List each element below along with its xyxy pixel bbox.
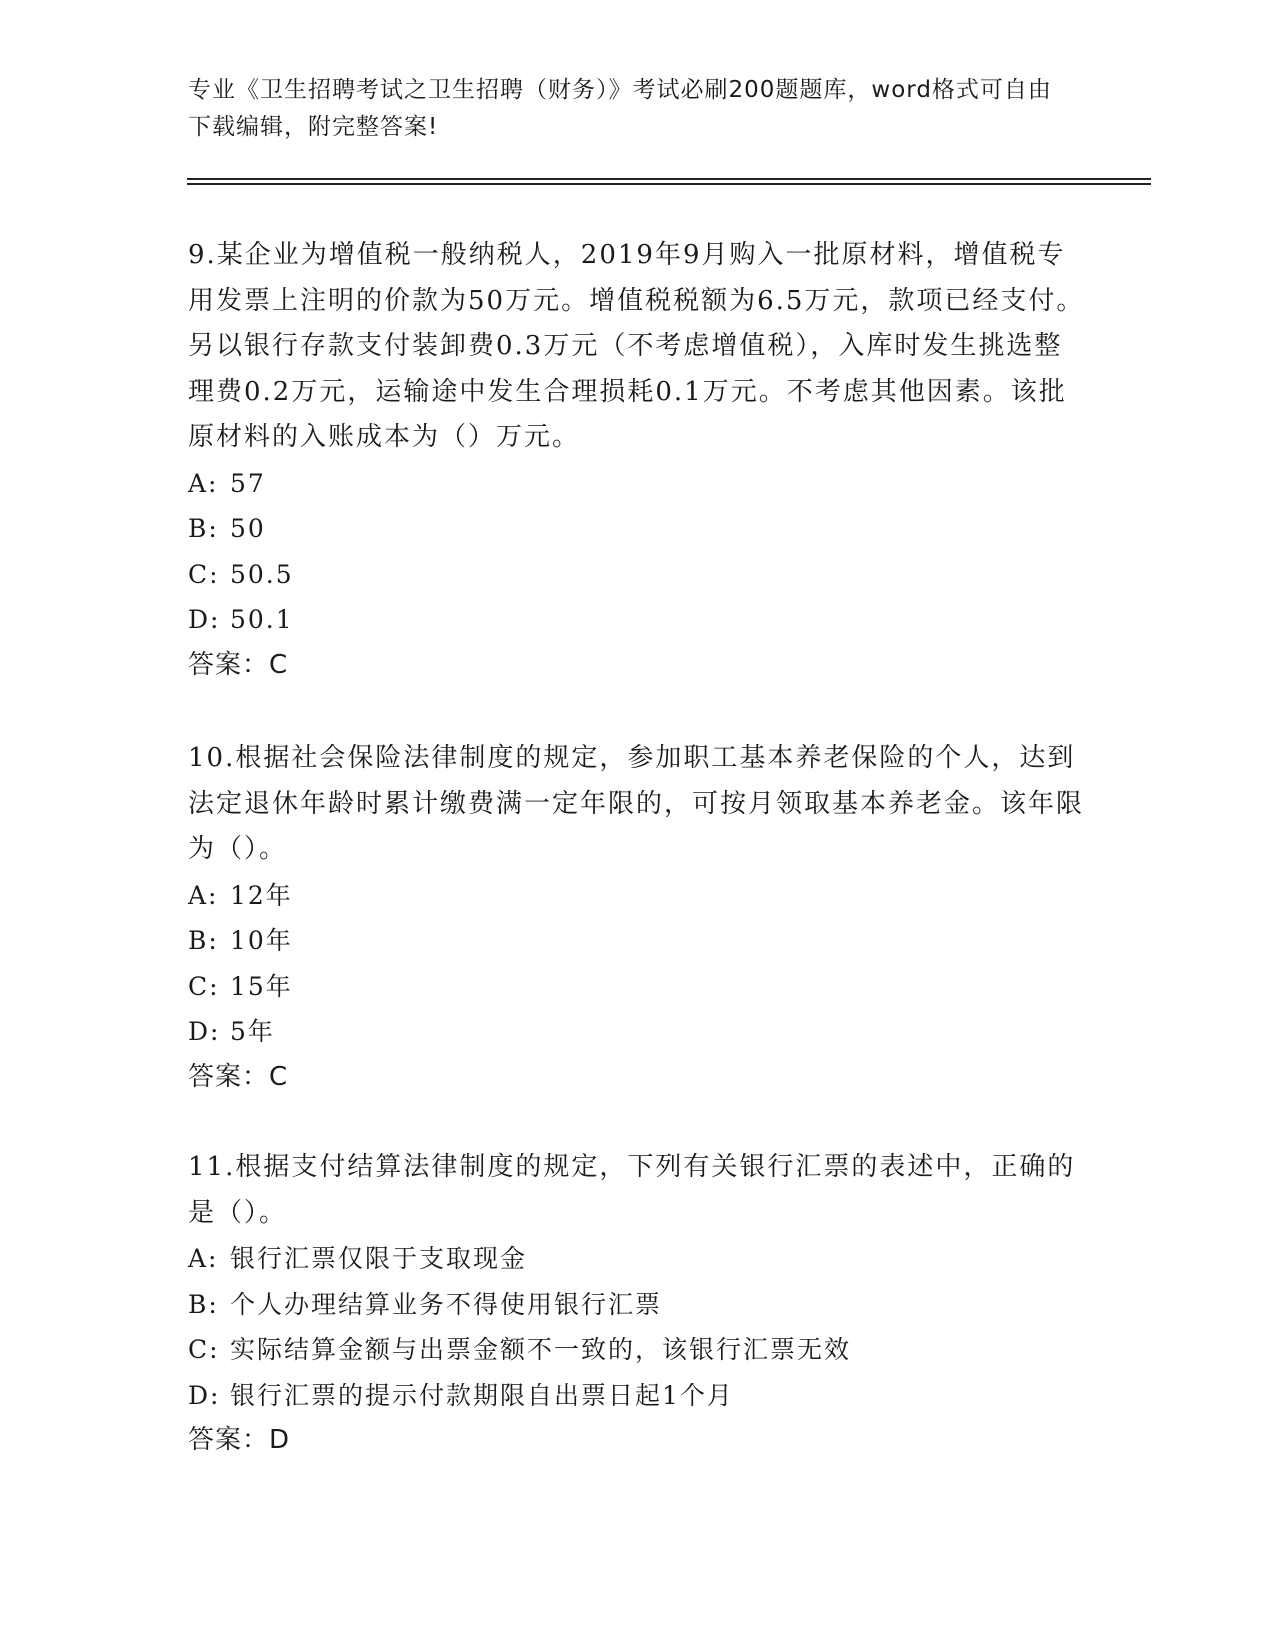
option-d [188,1373,1088,1419]
option-c [188,964,1088,1010]
option-key: C: [188,559,220,589]
option-b [188,918,1088,964]
option-text: 12年 [230,880,293,910]
option-a [188,873,1088,919]
question-stem: 11.根据支付结算法律制度的规定，下列有关银行汇票的表述中，正确的是（）。 [188,1152,1076,1228]
option-text: 银行汇票的提示付款期限自出票日起1个月 [230,1380,734,1410]
option-key: B: [188,514,219,543]
option-text: 个人办理结算业务不得使用银行汇票 [230,1289,663,1319]
question-10 [188,736,1088,1100]
option-a [188,461,1088,507]
option-a [188,1236,1088,1282]
option-key: D: [188,1017,221,1046]
option-text: 50 [230,514,266,543]
option-key: A: [188,1244,219,1273]
answer-line: 答案：C [188,1061,289,1092]
question-9 [188,233,1088,688]
option-c [188,1327,1088,1373]
option-key: C: [188,1335,220,1364]
option-b [188,1282,1088,1328]
question-stem: 9.某企业为增值税一般纳税人，2019年9月购入一批原材料，增值税专用发票上注明的价款为50万元。增值税税额为6.5万元，款项已经支付。另以银行存款支付装卸费0.3万元（不考虑增值税），入库时发生挑选整理费0.2万元，运输途中发生合理损耗0.1万元。不考虑其他因素。该批原材料的入账成本为（）万元。 [188,240,1085,452]
option-key: B: [188,1289,219,1319]
option-key: B: [188,926,219,955]
option-text: 50.1 [230,605,294,634]
option-key: D: [188,605,221,634]
option-text: 50.5 [230,559,294,589]
document-header: 专业《卫生招聘考试之卫生招聘（财务）》考试必刷200题题库，word格式可自由下载编辑，附完整答案! [188,77,1052,140]
option-d [188,1009,1088,1055]
option-text: 实际结算金额与出票金额不一致的，该银行汇票无效 [230,1335,852,1364]
option-c [188,552,1088,598]
header-divider-top [187,178,1151,180]
option-text: 10年 [230,926,293,955]
option-key: A: [188,880,219,910]
option-key: C: [188,971,220,1001]
header-divider-bottom [187,183,1151,185]
option-d [188,597,1088,643]
option-text: 15年 [230,971,293,1001]
option-key: A: [188,468,219,498]
answer-line: 答案：D [188,1425,291,1455]
option-text: 5年 [230,1017,275,1046]
question-stem: 10.根据社会保险法律制度的规定，参加职工基本养老保险的个人，达到法定退休年龄时累计缴费满一定年限的，可按月领取基本养老金。该年限为（）。 [188,743,1085,864]
option-text: 57 [230,468,266,498]
question-11 [188,1145,1088,1464]
option-b [188,506,1088,552]
option-key: D: [188,1380,221,1410]
option-text: 银行汇票仅限于支取现金 [230,1244,528,1273]
answer-line: 答案：C [188,649,289,680]
